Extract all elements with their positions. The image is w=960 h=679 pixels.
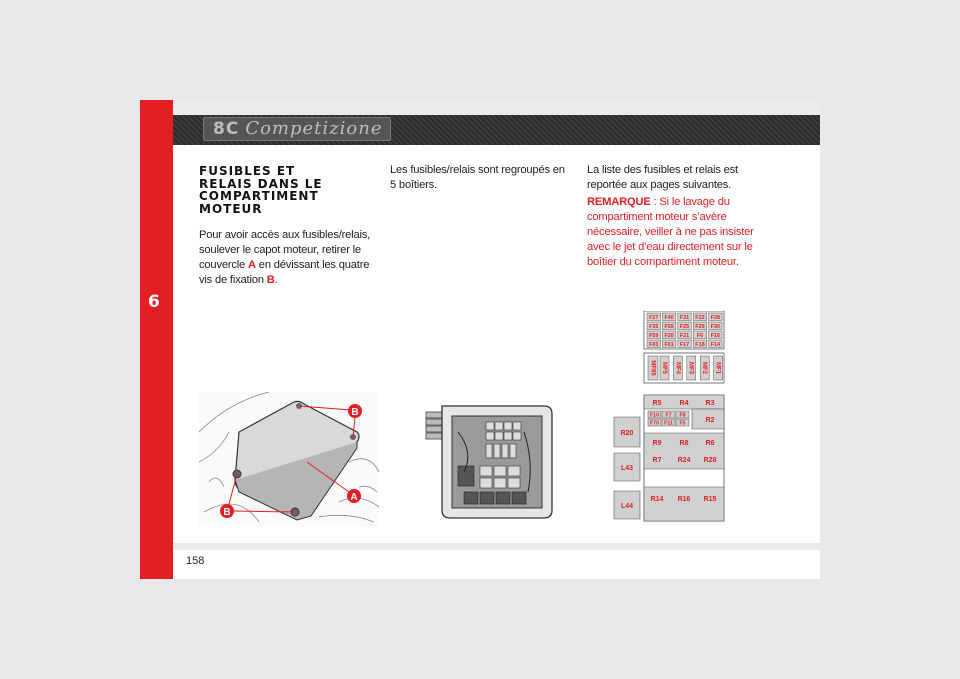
- brand-logo: [203, 117, 391, 141]
- heading-line-3: COMPARTIMENT: [199, 189, 319, 203]
- fuse-label: F14: [710, 342, 720, 348]
- fuse-label: F30: [710, 324, 720, 330]
- callout-a: A: [350, 492, 358, 503]
- maxi-fuse-label: MF2: [701, 362, 708, 374]
- fuse-cell: [678, 331, 692, 339]
- instr-part-3: .: [274, 274, 278, 286]
- small-fuse-label: F8: [679, 412, 686, 419]
- leader-b-bottom: [229, 474, 237, 504]
- small-fuse: [676, 419, 689, 427]
- heading-line-2: RELAIS DANS LE: [199, 176, 323, 191]
- fuse-label: F20: [664, 333, 674, 339]
- header-band: [173, 115, 820, 145]
- top-band: [173, 100, 820, 115]
- relay-l44: L44: [620, 503, 634, 510]
- fuse-label: F6: [696, 333, 704, 339]
- maxi-fuse: [673, 356, 682, 380]
- instr-part-1: Pour avoir accès aux fusibles/relais, soulever le capot moteur, retirer le couvercle: [199, 229, 371, 271]
- relay-r15: R15: [703, 496, 717, 503]
- ref-b: B: [266, 274, 275, 286]
- small-fuse: [662, 411, 675, 419]
- fuse-cell: [693, 331, 707, 339]
- fuse-cell: [647, 322, 661, 330]
- fuse-cell: [662, 322, 676, 330]
- fuse-label: F31: [679, 315, 690, 321]
- maxi-fuse-label: MF1: [714, 362, 721, 374]
- small-fuse: [648, 419, 661, 427]
- fuse-cell: [709, 313, 723, 321]
- open-fuse-box-illustration: [424, 392, 564, 527]
- fuse-label: F17: [679, 342, 690, 348]
- fuse-cell: [662, 331, 676, 339]
- small-fuse: [676, 411, 689, 419]
- maxi-fuse-label: MF5: [660, 362, 667, 374]
- relay-r2: R2: [705, 417, 715, 424]
- access-instructions: [199, 228, 379, 288]
- fuse-cell: [647, 313, 661, 321]
- maxi-fuse: [648, 356, 658, 380]
- remark-label: REMARQUE: [587, 196, 651, 208]
- small-fuse: [662, 419, 675, 427]
- bottom-band: [173, 543, 820, 550]
- fuse-cell: [693, 322, 707, 330]
- heading-line-1: FUSIBLES ET: [199, 164, 296, 178]
- fuse-label: F16: [710, 333, 720, 339]
- engine-cover-illustration: [199, 392, 379, 527]
- relay-r6: R6: [705, 440, 715, 447]
- relay-l43: L43: [620, 465, 634, 472]
- remark-text: : Si le lavage du compartiment moteur s’avère nécessaire, veiller à ne pas insister avec le jet d’eau directement sur le boîtier du compartiment moteur.: [587, 196, 754, 268]
- boxes-paragraph: Les fusibles/relais sont regroupés en 5 boîtiers.: [390, 164, 565, 191]
- fuse-label: F27: [649, 315, 659, 321]
- ref-a: A: [248, 259, 256, 271]
- relay-r5: R5: [652, 400, 662, 407]
- small-fuse-label: F5: [679, 420, 686, 427]
- relay-r9: R9: [652, 440, 662, 447]
- fuse-label: F03: [649, 342, 659, 348]
- maxi-fuse: [660, 356, 669, 380]
- list-paragraph: La liste des fusibles et relais est reportée aux pages suivantes.: [587, 164, 738, 191]
- heading-line-4: MOTEUR: [199, 201, 263, 216]
- fuse-cell: [647, 340, 661, 348]
- relay-r20: R20: [620, 430, 634, 437]
- maxi-fuse-label: MF4: [674, 362, 681, 374]
- fuse-label: F55: [664, 324, 674, 330]
- logo-name: Competizione: [245, 118, 383, 139]
- fuse-cell: [678, 322, 692, 330]
- fuse-cell: [678, 340, 692, 348]
- logo-prefix: 8C: [213, 119, 240, 139]
- relay-r7: R7: [652, 457, 662, 464]
- relay-r24: R24: [677, 457, 691, 464]
- small-fuse-label: F10: [650, 412, 659, 419]
- maxi-fuse: [714, 356, 723, 380]
- fuse-cell: [709, 340, 723, 348]
- fuse-label: F18: [695, 342, 705, 348]
- fuse-label: F28: [710, 315, 720, 321]
- small-fuse-label: F7: [665, 412, 672, 419]
- fuse-layout-diagram: [612, 311, 726, 527]
- small-fuse-grid: [648, 411, 689, 427]
- maxi-fuse-label: MF3: [687, 362, 694, 374]
- maxi-fuse-label: MF85: [649, 360, 656, 376]
- fuse-cell: [647, 331, 661, 339]
- relay-r28: R28: [703, 457, 717, 464]
- chapter-tab: [140, 100, 173, 579]
- fuse-label: F22: [695, 315, 705, 321]
- relay-r8: R8: [679, 440, 689, 447]
- fuse-cell: [709, 322, 723, 330]
- section-heading: [199, 165, 379, 215]
- relay-r4: R4: [679, 400, 689, 407]
- callout-b-top: B: [351, 407, 359, 418]
- fuse-label: F40: [664, 315, 674, 321]
- fuse-label: F01: [664, 342, 674, 348]
- relay-bottom-panel: [644, 487, 724, 521]
- fuse-cell: [662, 313, 676, 321]
- fuse-cell: [693, 313, 707, 321]
- callout-b-bottom: B: [223, 507, 231, 518]
- fuse-label: F25: [679, 324, 690, 330]
- chapter-number: 6: [148, 292, 160, 312]
- fuse-cell: [693, 340, 707, 348]
- fuse-cell: [678, 313, 692, 321]
- remark-paragraph: [587, 195, 769, 270]
- instr-part-2: en dévissant les quatre vis de fixation: [199, 259, 370, 286]
- relay-r16: R16: [677, 496, 691, 503]
- page-number: 158: [186, 555, 205, 567]
- fuse-label: F21: [679, 333, 690, 339]
- fuse-cell: [662, 340, 676, 348]
- small-fuse-label: F11: [664, 420, 673, 427]
- fuse-label: F35: [649, 324, 659, 330]
- fuse-label: F29: [695, 324, 705, 330]
- maxi-fuse: [687, 356, 696, 380]
- small-fuse-label: F70: [650, 420, 659, 427]
- relay-r3: R3: [705, 400, 715, 407]
- small-fuse: [648, 411, 661, 419]
- fuse-cell: [709, 331, 723, 339]
- maxi-fuse: [700, 356, 709, 380]
- logo-text: [213, 118, 382, 139]
- fuse-label: F59: [649, 333, 659, 339]
- connector-ribs: [426, 412, 442, 439]
- relay-r14: R14: [650, 496, 664, 503]
